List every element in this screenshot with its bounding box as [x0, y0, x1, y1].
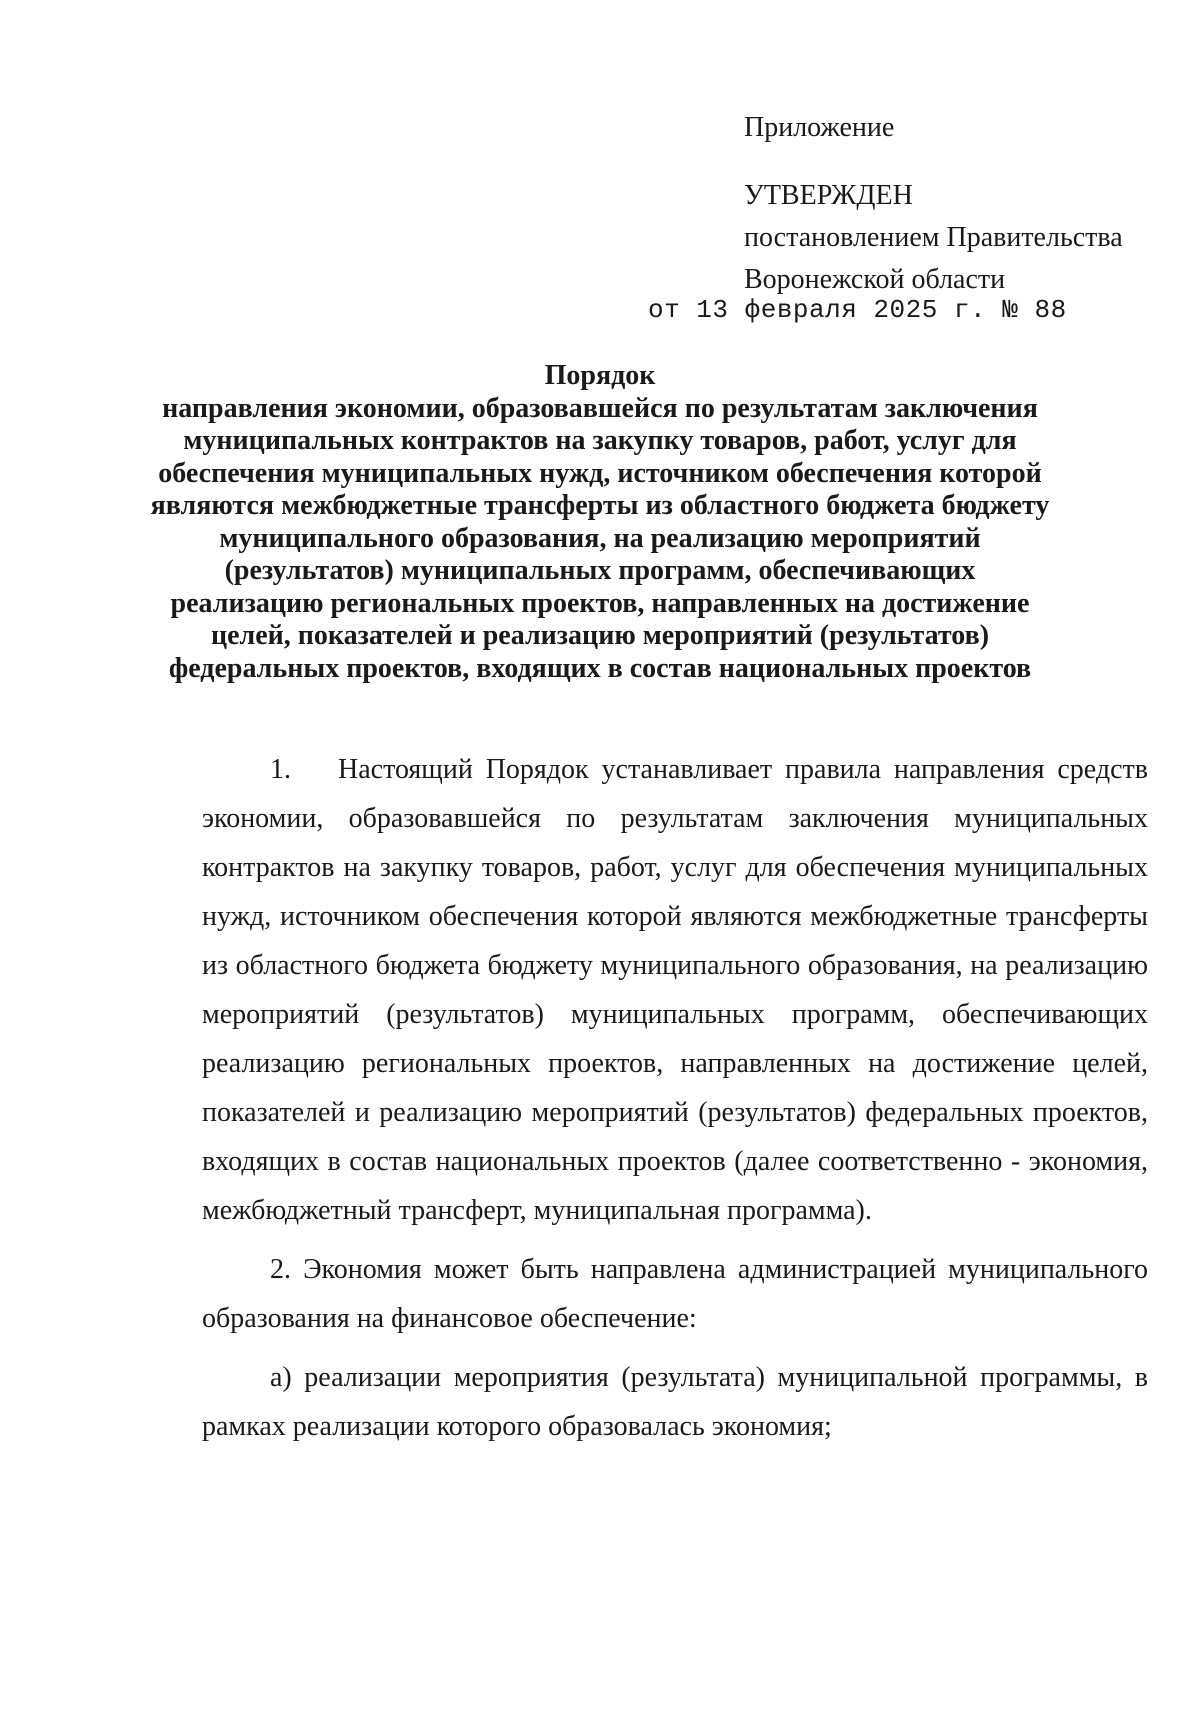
appendix-label: Приложение — [744, 112, 895, 143]
document-title — [150, 360, 1050, 685]
paragraph-2: 2. Экономия может быть направлена администрацией муниципального образования на финансовое обеспечение: — [202, 1254, 1148, 1334]
approved-by-line-1: постановлением Правительства — [744, 222, 1123, 253]
paragraph-1 — [202, 745, 1148, 1235]
approved-by-line-2: Воронежской области — [744, 264, 1006, 295]
document-body — [202, 745, 1148, 1451]
title-main: Порядок — [544, 360, 656, 391]
approval-stamp — [744, 175, 1123, 301]
decree-date-number: от 13 февраля 2025 г. № 88 — [648, 295, 1067, 325]
paragraph-1-text: Настоящий Порядок устанавливает правила направления средств экономии, образовавшейся по результатам заключения муниципальных контрактов на закупку товаров, работ, услуг для обеспечения муниципальных нужд, источником обеспечения которой являются межбюджетные трансферты из областного бюджета бюджету муниципального образования, на реализацию мероприятий (результатов) муниципальных программ, обеспечивающих реализацию региональных проектов, направленных на достижение целей, показателей и реализацию мероприятий (результатов) федеральных проектов, входящих в состав национальных проектов (далее соответственно - экономия, межбюджетный трансферт, муниципальная программа). — [202, 754, 1148, 1226]
paragraph-2a: а) реализации мероприятия (результата) муниципальной программы, в рамках реализации которого образовалась экономия; — [202, 1362, 1148, 1442]
approved-label: УТВЕРЖДЕН — [744, 180, 913, 211]
paragraph-1-number: 1. — [270, 754, 291, 785]
title-subtitle: направления экономии, образовавшейся по результатам заключения муниципальных контрактов на закупку товаров, работ, услуг для обеспечения муниципальных нужд, источником обеспечения которой являются межбюджетные трансферты из областного бюджета бюджету муниципального образования, на реализацию мероприятий (результатов) муниципальных программ, обеспечивающих реализацию региональных проектов, направленных на достижение целей, показателей и реализацию мероприятий (результатов) федеральных проектов, входящих в состав национальных проектов — [150, 392, 1050, 684]
